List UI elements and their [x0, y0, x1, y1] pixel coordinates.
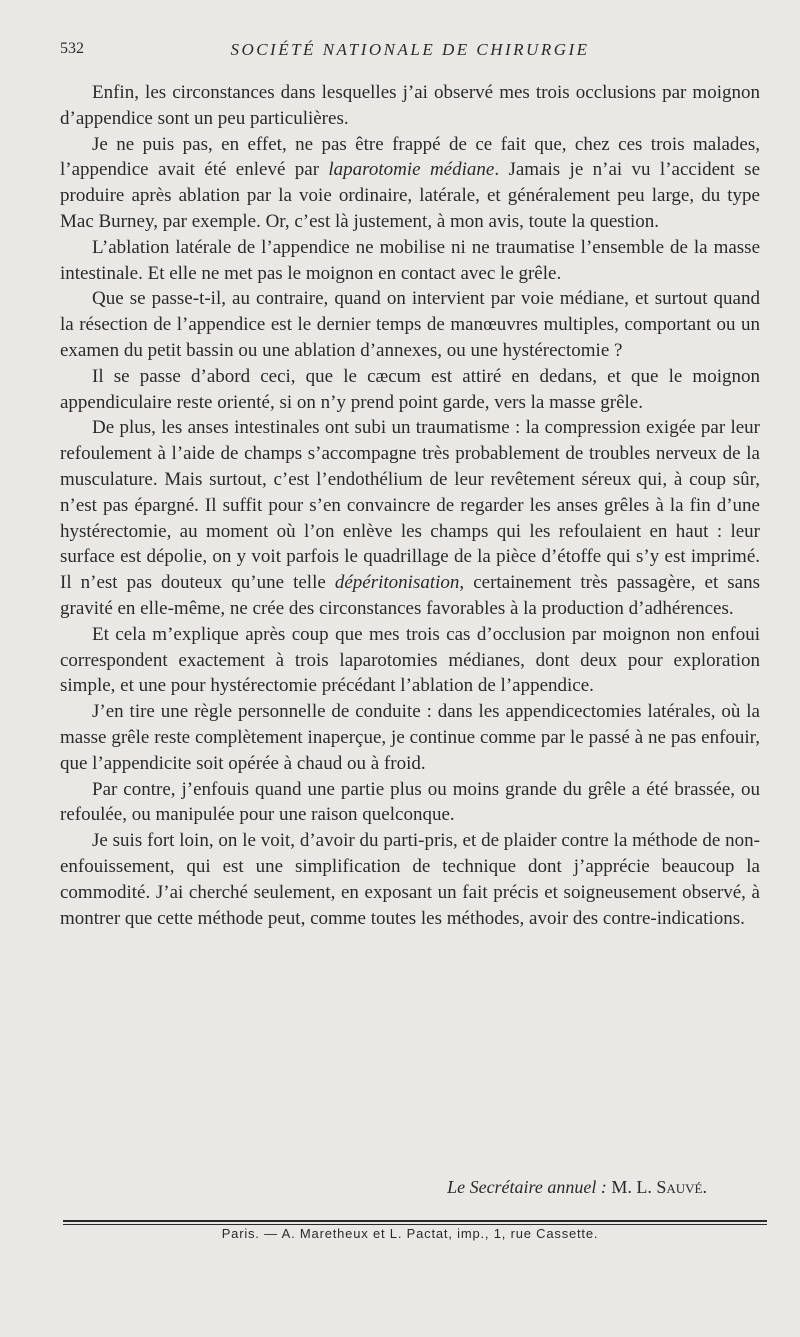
paragraph: Je suis fort loin, on le voit, d’avoir du parti-pris, et de plaider contre la méthode de non-enfouissement, qui est une simplification de technique dont j’apprécie beaucoup la commodité. J’ai cherché seulement, en exposant un fait précis et soigneusement observé, à montrer que cette méthode peut, comme toutes les méthodes, avoir des contre-indications.: [60, 830, 760, 929]
paragraph: Je ne puis pas, en effet, ne pas être frappé de ce fait que, chez ces trois malades, l’appendice avait été enlevé par laparotomie médiane. Jamais je n’ai vu l’accident se produire après ablation par la voie ordinaire, latérale, et généralement peu large, du type Mac Burney, par exemple. Or, c’est là justement, à mon avis, toute la question.: [60, 133, 761, 232]
signature: [60, 1177, 707, 1198]
running-title: SOCIÉTÉ NATIONALE DE CHIRURGIE: [230, 40, 590, 59]
page-header: [60, 40, 760, 64]
paragraph: J’en tire une règle personnelle de conduite : dans les appendicectomies latérales, où la masse grêle reste complètement inaperçue, je continue comme par le passé à ne pas enfouir, que l’appendicite soit opérée à chaud ou à froid.: [60, 701, 760, 774]
paragraph: De plus, les anses intestinales ont subi un traumatisme : la compression exigée par leur refoulement à l’aide de champs s’accompagne très probablement de troubles nerveux de la musculature. Mais surtout, c’est l’endothélium de leur revêtement séreux qui, à coup sûr, n’est pas épargné. Il suffit pour s’en convaincre de regarder les anses grêles à la fin d’une hystérectomie, au moment où l’on enlève les champs qui les refoulaient en haut : leur surface est dépolie, on y voit parfois le quadrillage de la pièce d’étoffe qui s’y est imprimé. Il n’est pas douteux qu’une telle dépéritonisation, certainement très passagère, et sans gravité en elle-même, ne crée des circonstances favorables à la production d’adhérences.: [60, 417, 760, 619]
body-text: [60, 80, 760, 931]
paragraph: Par contre, j’enfouis quand une partie plus ou moins grande du grêle a été brassée, ou refoulée, ou manipulée pour une raison quelconque.: [60, 778, 760, 826]
footer-rule-thin: [63, 1224, 767, 1225]
italic-term: dépéritonisation: [334, 572, 460, 594]
paragraph: Et cela m’explique après coup que mes trois cas d’occlusion par moignon non enfoui correspondent exactement à trois laparotomies médianes, dont deux pour exploration simple, et une pour hystérectomie précédant l’ablation de l’appendice.: [60, 623, 760, 697]
paragraph: Que se passe-t-il, au contraire, quand on intervient par voie médiane, et surtout quand la résection de l’appendice est le dernier temps de manœuvres multiples, comportant ou un examen du petit bassin ou une ablation d’annexes, ou une hystérectomie ?: [60, 288, 760, 361]
italic-term: laparotomie médiane: [328, 159, 495, 181]
paragraph: Il se passe d’abord ceci, que le cæcum est attiré en dedans, et que le moignon appendiculaire reste orienté, si on n’y prend point garde, vers la masse grêle.: [60, 365, 760, 413]
printer-imprint: Paris. — A. Maretheux et L. Pactat, imp., 1, rue Cassette.: [221, 1226, 599, 1241]
paragraph: Enfin, les circonstances dans lesquelles j’ai observé mes trois occlusions par moignon d’appendice sont un peu particulières.: [60, 82, 760, 129]
signature-name: M. L. Sauvé.: [611, 1177, 707, 1197]
signature-role: Le Secrétaire annuel :: [447, 1177, 607, 1197]
footer-rule: [63, 1220, 767, 1222]
paragraph: L’ablation latérale de l’appendice ne mobilise ni ne traumatise l’ensemble de la masse intestinale. Et elle ne met pas le moignon en contact avec le grêle.: [60, 236, 760, 284]
page-number: 532: [60, 40, 84, 57]
